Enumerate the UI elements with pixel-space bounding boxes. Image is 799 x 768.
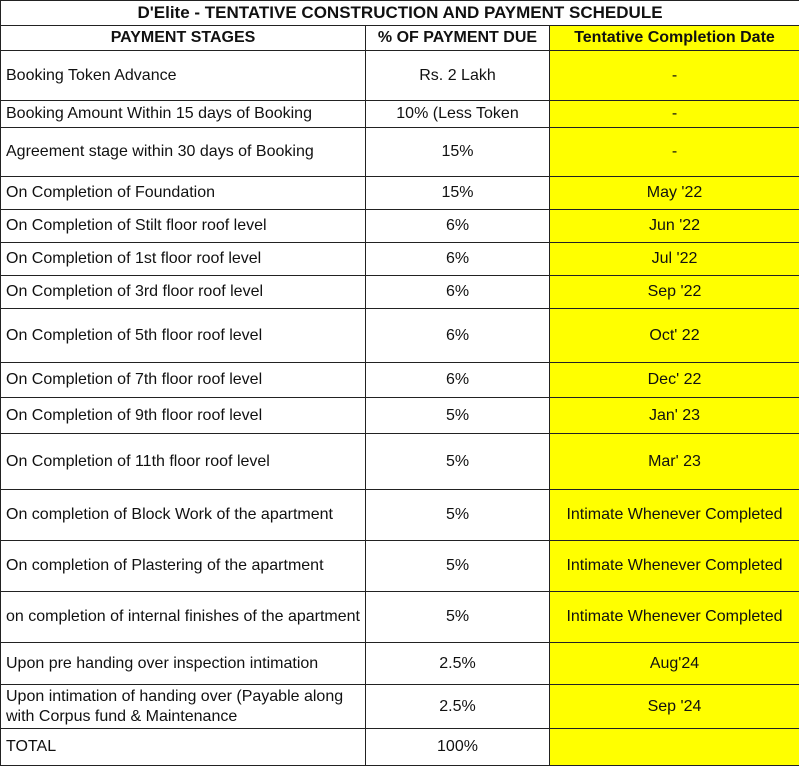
date-cell: May '22 bbox=[550, 177, 799, 210]
date-cell: Intimate Whenever Completed bbox=[550, 541, 799, 592]
table-title: D'Elite - TENTATIVE CONSTRUCTION AND PAYMENT SCHEDULE bbox=[1, 1, 799, 26]
total-date-cell bbox=[550, 729, 799, 766]
table-row bbox=[1, 685, 799, 729]
stage-cell: On Completion of 5th floor roof level bbox=[1, 309, 366, 363]
table-row bbox=[1, 177, 799, 210]
stage-cell: On Completion of 9th floor roof level bbox=[1, 398, 366, 434]
header-payment-stages: PAYMENT STAGES bbox=[1, 26, 366, 51]
total-row bbox=[1, 729, 799, 766]
date-cell: Jan' 23 bbox=[550, 398, 799, 434]
percent-cell: 5% bbox=[366, 592, 550, 643]
date-cell: Aug'24 bbox=[550, 643, 799, 685]
stage-cell: On completion of Plastering of the apartment bbox=[1, 541, 366, 592]
percent-cell: 2.5% bbox=[366, 685, 550, 729]
table-row bbox=[1, 309, 799, 363]
date-cell: Dec' 22 bbox=[550, 363, 799, 398]
total-label: TOTAL bbox=[1, 729, 366, 766]
table-row bbox=[1, 128, 799, 177]
date-cell: - bbox=[550, 128, 799, 177]
percent-cell: 10% (Less Token bbox=[366, 101, 550, 128]
date-cell: Jul '22 bbox=[550, 243, 799, 276]
percent-cell: 6% bbox=[366, 309, 550, 363]
percent-cell: 6% bbox=[366, 210, 550, 243]
percent-cell: 5% bbox=[366, 541, 550, 592]
stage-cell: on completion of internal finishes of the apartment bbox=[1, 592, 366, 643]
stage-cell: Booking Token Advance bbox=[1, 51, 366, 101]
date-cell: Oct' 22 bbox=[550, 309, 799, 363]
header-percent-due: % OF PAYMENT DUE bbox=[366, 26, 550, 51]
stage-cell: Upon intimation of handing over (Payable along with Corpus fund & Maintenance bbox=[1, 685, 366, 729]
table-row bbox=[1, 398, 799, 434]
stage-cell: On Completion of Stilt floor roof level bbox=[1, 210, 366, 243]
stage-cell: On Completion of 11th floor roof level bbox=[1, 434, 366, 490]
stage-cell: Upon pre handing over inspection intimation bbox=[1, 643, 366, 685]
percent-cell: 15% bbox=[366, 177, 550, 210]
table-row bbox=[1, 243, 799, 276]
table-row bbox=[1, 643, 799, 685]
table-row bbox=[1, 490, 799, 541]
percent-cell: 15% bbox=[366, 128, 550, 177]
table-row bbox=[1, 210, 799, 243]
percent-cell: 5% bbox=[366, 434, 550, 490]
percent-cell: Rs. 2 Lakh bbox=[366, 51, 550, 101]
date-cell: Intimate Whenever Completed bbox=[550, 592, 799, 643]
date-cell: - bbox=[550, 51, 799, 101]
table-row bbox=[1, 592, 799, 643]
percent-cell: 6% bbox=[366, 276, 550, 309]
table-row bbox=[1, 434, 799, 490]
header-completion-date: Tentative Completion Date bbox=[550, 26, 799, 51]
stage-cell: On Completion of 1st floor roof level bbox=[1, 243, 366, 276]
date-cell: Jun '22 bbox=[550, 210, 799, 243]
stage-cell: On Completion of Foundation bbox=[1, 177, 366, 210]
percent-cell: 6% bbox=[366, 243, 550, 276]
percent-cell: 5% bbox=[366, 398, 550, 434]
stage-cell: On Completion of 3rd floor roof level bbox=[1, 276, 366, 309]
total-percent: 100% bbox=[366, 729, 550, 766]
table-row bbox=[1, 363, 799, 398]
table-row bbox=[1, 541, 799, 592]
stage-cell: Booking Amount Within 15 days of Booking bbox=[1, 101, 366, 128]
table-row bbox=[1, 51, 799, 101]
date-cell: Intimate Whenever Completed bbox=[550, 490, 799, 541]
date-cell: Sep '22 bbox=[550, 276, 799, 309]
stage-cell: On completion of Block Work of the apartment bbox=[1, 490, 366, 541]
table-row bbox=[1, 276, 799, 309]
table-row bbox=[1, 101, 799, 128]
date-cell: - bbox=[550, 101, 799, 128]
header-row bbox=[1, 26, 799, 51]
stage-cell: Agreement stage within 30 days of Booking bbox=[1, 128, 366, 177]
stage-cell: On Completion of 7th floor roof level bbox=[1, 363, 366, 398]
percent-cell: 6% bbox=[366, 363, 550, 398]
title-row bbox=[1, 1, 799, 26]
date-cell: Sep '24 bbox=[550, 685, 799, 729]
date-cell: Mar' 23 bbox=[550, 434, 799, 490]
percent-cell: 5% bbox=[366, 490, 550, 541]
percent-cell: 2.5% bbox=[366, 643, 550, 685]
